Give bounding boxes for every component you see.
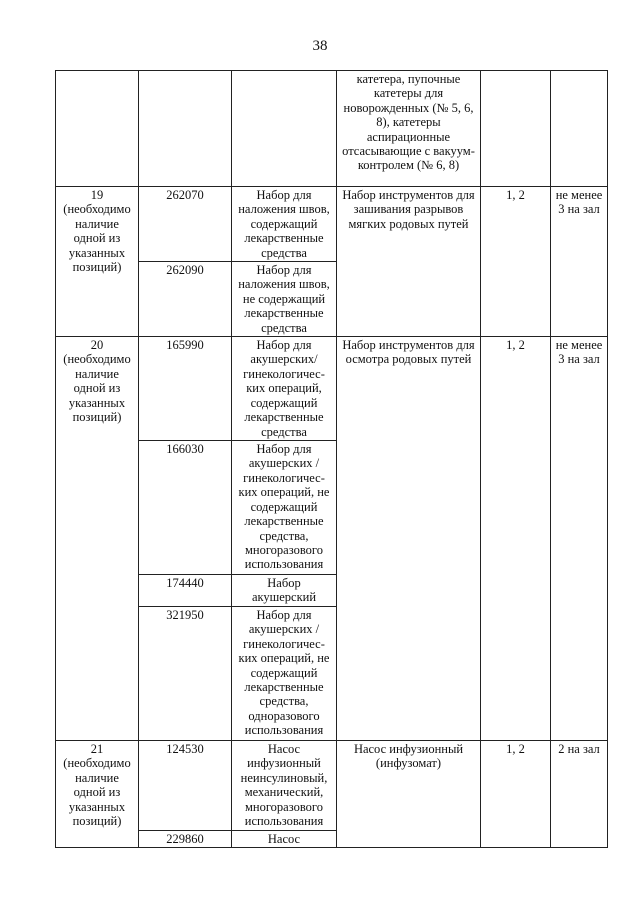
quantity-cell xyxy=(551,71,608,187)
name-cell: Набор для акушерских/ гинекологичес-ких операций, содержащий лекарственные средства xyxy=(232,337,337,441)
group-number-cell: 19 (необходимо наличие одной из указанных позиций) xyxy=(56,187,139,337)
table-row xyxy=(56,740,608,830)
num-cell xyxy=(56,71,139,187)
code-cell: 229860 xyxy=(139,830,232,847)
group-number-cell: 21 (необходимо наличие одной из указанных позиций) xyxy=(56,740,139,847)
equipment-table xyxy=(55,70,608,848)
code-cell: 166030 xyxy=(139,441,232,575)
name-cell: Набор для наложения швов, не содержащий лекарственные средства xyxy=(232,262,337,337)
numbers-cell xyxy=(481,71,551,187)
description-cell: Насос инфузионный (инфузомат) xyxy=(337,740,481,847)
quantity-cell: не менее 3 на зал xyxy=(551,337,608,741)
description-cell: катетера, пупочные катетеры для новорожденных (№ 5, 6, 8), катетеры аспирационные отсасывающие с вакуум-контролем (№ 6, 8) xyxy=(337,71,481,187)
name-cell: Насос инфузионный неинсулиновый, механический, многоразового использования xyxy=(232,740,337,830)
code-cell: 262070 xyxy=(139,187,232,262)
description-cell: Набор инструментов для зашивания разрывов мягких родовых путей xyxy=(337,187,481,337)
numbers-cell: 1, 2 xyxy=(481,337,551,741)
name-cell: Набор акушерский xyxy=(232,575,337,607)
group-number-cell: 20 (необходимо наличие одной из указанных позиций) xyxy=(56,337,139,741)
code-cell: 262090 xyxy=(139,262,232,337)
table-row xyxy=(56,337,608,441)
name-cell xyxy=(232,71,337,187)
code-cell xyxy=(139,71,232,187)
quantity-cell: не менее 3 на зал xyxy=(551,187,608,337)
description-cell: Набор инструментов для осмотра родовых путей xyxy=(337,337,481,741)
numbers-cell: 1, 2 xyxy=(481,740,551,847)
quantity-cell: 2 на зал xyxy=(551,740,608,847)
code-cell: 124530 xyxy=(139,740,232,830)
name-cell: Набор для наложения швов, содержащий лекарственные средства xyxy=(232,187,337,262)
table-row xyxy=(56,187,608,262)
table-row xyxy=(56,71,608,187)
page-number: 38 xyxy=(312,38,328,54)
name-cell: Насос xyxy=(232,830,337,847)
name-cell: Набор для акушерских /гинекологичес-ких операций, не содержащий лекарственные средства, многоразового использования xyxy=(232,441,337,575)
name-cell: Набор для акушерских / гинекологичес-ких операций, не содержащий лекарственные средства, одноразового использования xyxy=(232,606,337,740)
numbers-cell: 1, 2 xyxy=(481,187,551,337)
code-cell: 165990 xyxy=(139,337,232,441)
code-cell: 321950 xyxy=(139,606,232,740)
code-cell: 174440 xyxy=(139,575,232,607)
